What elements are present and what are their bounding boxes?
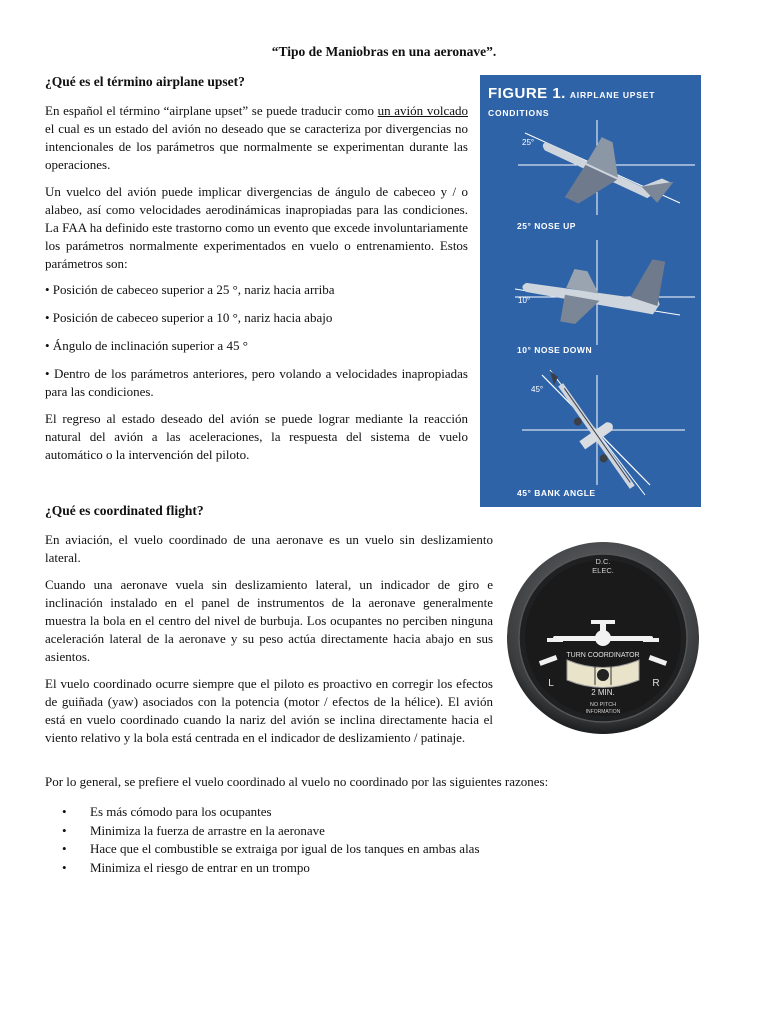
paragraph-text: el cual es un estado del avión no deseado que se caracteriza por divergencias no intencionales de los parámetros que normalmente se experimentan durante las operaciones.	[45, 121, 468, 172]
underlined-term: un avión volcado	[377, 103, 468, 118]
parameter-item: • Posición de cabeceo superior a 25 °, nariz hacia arriba	[45, 282, 335, 297]
right-label: R	[652, 678, 660, 689]
list-item: • Minimiza la fuerza de arrastre en la aeronave	[62, 822, 480, 841]
section-heading-airplane-upset: ¿Qué es el término airplane upset?	[45, 74, 245, 89]
degree-label: 45°	[531, 385, 544, 394]
panel-caption: 25° NOSE UP	[517, 221, 576, 231]
section-heading-coordinated-flight: ¿Qué es coordinated flight?	[45, 503, 204, 518]
no-pitch-label: NO PITCH	[589, 702, 617, 708]
paragraph-instrument-indication: Cuando una aeronave vuela sin deslizamiento lateral, un indicador de giro e inclinación instalado en el panel de instrumentos de la aeronave generalmente muestra la bola en el centro del nivel de burbuja. Los ocupantes no perciben ninguna aceleración lateral de la aeronave y su peso actúa directamente hacia abajo en sus asientos.	[45, 577, 493, 664]
instrument-name: TURN COORDINATOR	[566, 652, 640, 659]
figure-title-number: FIGURE 1.	[488, 85, 566, 102]
paragraph-upset-parameters: Un vuelco del avión puede implicar divergencias de ángulo de cabeceo y / o alabeo, así como velocidades aerodinámicas inapropiadas para las condiciones. La FAA ha definido este trastorno como un evento que excede involuntariamente los parámetros normalmente experimentados en vuelo o entrenamiento. Estos parámetros son:	[45, 184, 468, 271]
list-item: • Hace que el combustible se extraiga por igual de los tanques en ambas alas	[62, 840, 480, 859]
parameter-item: • Dentro de los parámetros anteriores, pero volando a velocidades inapropiadas para las condiciones.	[45, 366, 468, 399]
document-title: “Tipo de Maniobras en una aeronave”.	[271, 44, 497, 59]
list-item: • Es más cómodo para los ocupantes	[62, 803, 480, 822]
airplane-nose-down-icon	[518, 238, 668, 338]
nose-down-panel	[515, 238, 695, 345]
paragraph-reasons-intro: Por lo general, se prefiere el vuelo coordinado al vuelo no coordinado por las siguientes razones:	[45, 774, 549, 789]
paragraph-recovery: El regreso al estado deseado del avión se puede lograr mediante la reacción natural del avión a las aceleraciones, la respuesta del sistema de vuelo automático o la intervención del piloto.	[45, 411, 468, 462]
airplane-nose-up-icon	[527, 116, 678, 236]
reasons-list	[62, 803, 480, 877]
degree-label: 25°	[522, 138, 535, 147]
panel-caption: 10° NOSE DOWN	[517, 345, 593, 355]
minutes-label: 2 MIN.	[591, 688, 615, 697]
figure-illustrations	[480, 75, 701, 507]
paragraph-upset-definition	[45, 102, 468, 174]
degree-label: 10°	[518, 296, 531, 305]
parameter-item: • Ángulo de inclinación superior a 45 °	[45, 338, 248, 353]
paragraph-yaw-effects: El vuelo coordinado ocurre siempre que el piloto es proactivo en corregir los efectos de guiñada (yaw) asociados con la potencia (motor / efectos de la hélice). El avión está en vuelo coordinado cuando la nariz del avión se inclina directamente hacia el viento relativo y la bola está centrada en el indicador de deslizamiento / patinaje.	[45, 676, 493, 745]
paragraph-text: En español el término “airplane upset” se puede traducir como	[45, 103, 378, 118]
figure-airplane-upset-conditions	[480, 75, 701, 507]
list-item: • Minimiza el riesgo de entrar en un trompo	[62, 859, 480, 878]
panel-caption: 45° BANK ANGLE	[517, 488, 596, 498]
parameter-item: • Posición de cabeceo superior a 10 °, nariz hacia abajo	[45, 310, 333, 325]
bank-angle-panel	[522, 370, 685, 497]
left-label: L	[548, 678, 554, 689]
figure-title-text: AIRPLANE UPSET CONDITIONS	[488, 90, 656, 118]
paragraph-coordinated-definition: En aviación, el vuelo coordinado de una aeronave es un vuelo sin deslizamiento lateral.	[45, 532, 493, 565]
nose-up-panel	[518, 116, 695, 236]
elec-label: ELEC.	[592, 566, 614, 575]
information-label: INFORMATION	[585, 709, 621, 715]
turn-coordinator-instrument	[505, 540, 701, 736]
dc-label: D.C.	[595, 557, 611, 566]
